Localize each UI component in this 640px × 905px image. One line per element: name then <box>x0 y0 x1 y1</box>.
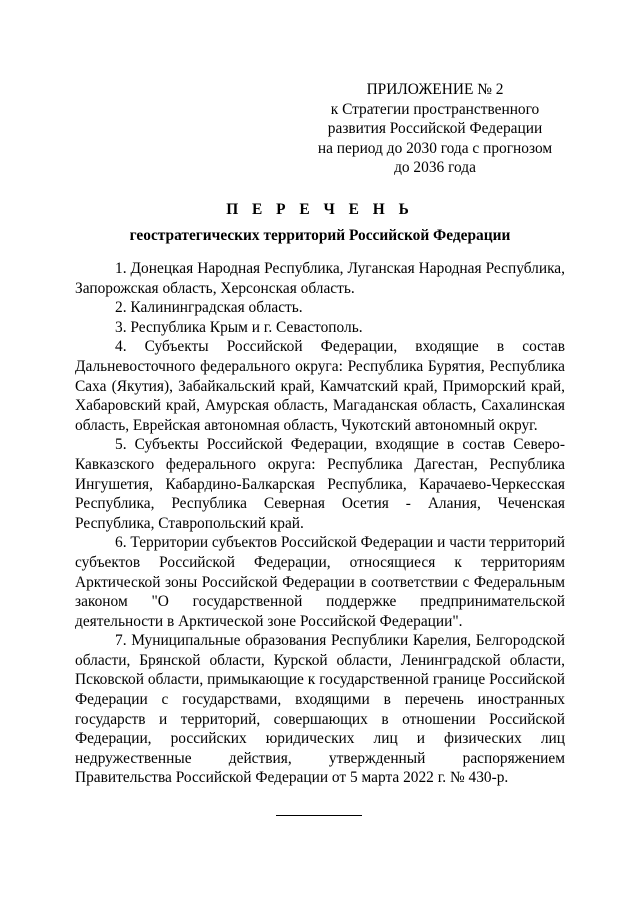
appendix-line: до 2036 года <box>394 159 476 177</box>
appendix-header <box>300 80 570 178</box>
list-item: 2. Калининградская область. <box>115 299 303 317</box>
list-item: 1. Донецкая Народная Республика, Луганская Народная Республика, Запорожская область, Херсонская область. <box>75 260 565 297</box>
appendix-line: ПРИЛОЖЕНИЕ № 2 <box>366 81 504 98</box>
document-subtitle: геостратегических территорий Российской Федерации <box>129 227 511 244</box>
end-divider <box>276 815 362 816</box>
list-item: 7. Муниципальные образования Республики Карелия, Белгородской области, Брянской области, Курской области, Ленинградской области, Псковской области, примыкающие к государственной границе Российской Федерации с государствами, входящими в перечень иностранных государств и территорий, совершающих в отношении Российской Федерации, российских юридических лиц и физических лиц недружественные действия, утвержденный распоряжением Правительства Российской Федерации от 5 марта 2022 г. № 430-р. <box>75 632 565 787</box>
appendix-line: на период до 2030 года с прогнозом <box>317 139 553 157</box>
appendix-line: к Стратегии пространственного <box>330 100 540 118</box>
list-item: 3. Республика Крым и г. Севастополь. <box>115 318 363 336</box>
appendix-line: развития Российской Федерации <box>327 120 543 138</box>
document-title: П Е Р Е Ч Е Н Ь <box>226 201 414 218</box>
territory-list <box>75 259 565 788</box>
list-item: 4. Субъекты Российской Федерации, входящие в состав Дальневосточного федерального округа: Республика Бурятия, Республика Саха (Якутия), Забайкальский край, Камчатский край, Приморский край, Хабаровский край, Амурская область, Магаданская область, Сахалинская область, Еврейская автономная область, Чукотский автономный округ. <box>75 338 565 434</box>
list-item: 5. Субъекты Российской Федерации, входящие в состав Северо-Кавказского федерального округа: Республика Дагестан, Республика Ингушетия, Кабардино-Балкарская Республика, Карачаево-Черкесская Республика, Республика Северная Осетия - Алания, Чеченская Республика, Ставропольский край. <box>75 436 565 532</box>
list-item: 6. Территории субъектов Российской Федерации и части территорий субъектов Российской Федерации, относящиеся к территориям Арктической зоны Российской Федерации в соответствии с Федеральным законом "О государственной поддержке предпринимательской деятельности в Арктической зоне Российской Федерации". <box>75 534 565 630</box>
